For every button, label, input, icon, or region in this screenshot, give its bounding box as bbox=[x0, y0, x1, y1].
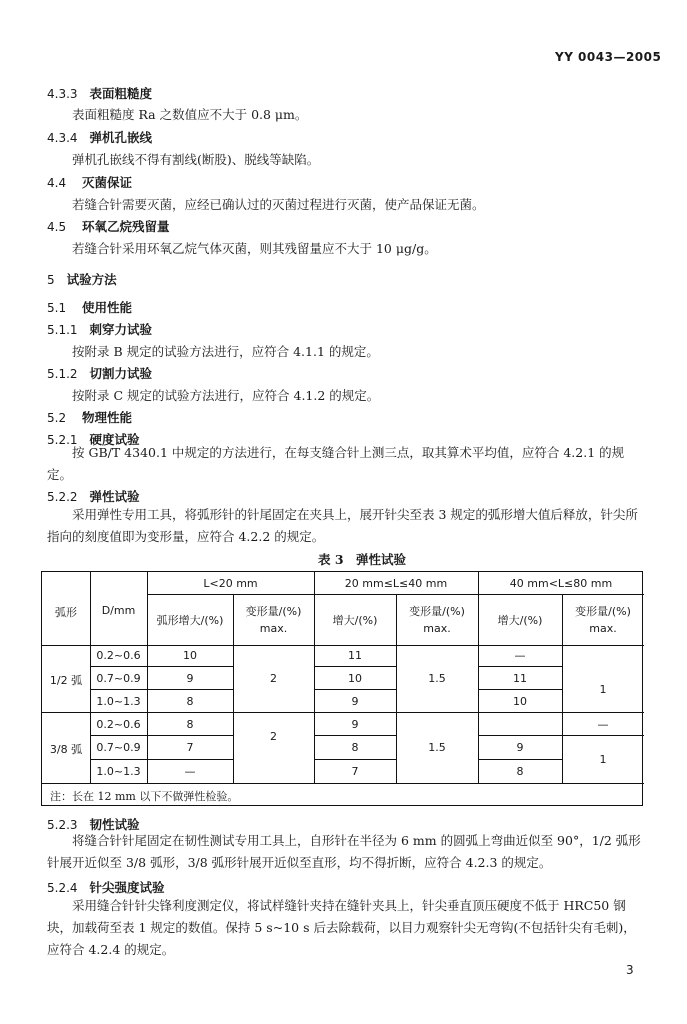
section-5-1-2-body: 按附录 C 规定的试验方法进行，应符合 4.1.2 的规定。 bbox=[72, 388, 380, 403]
row-2-d: 0.7~0.9 bbox=[96, 672, 141, 685]
section-5-2-2-heading bbox=[47, 487, 139, 505]
section-number: 4.5 bbox=[47, 220, 67, 234]
section-number: 5.2.3 bbox=[47, 818, 78, 832]
header-max-1: max. bbox=[259, 622, 288, 635]
row-2-inc2: 10 bbox=[348, 672, 362, 685]
section-title: 试验方法 bbox=[66, 272, 117, 287]
row-4-inc2: 9 bbox=[351, 718, 359, 731]
header-max-3: max. bbox=[589, 622, 617, 635]
section-title: 弹机孔嵌线 bbox=[89, 130, 152, 145]
row-1-inc2: 11 bbox=[348, 649, 362, 662]
section-title: 韧性试验 bbox=[89, 817, 140, 832]
section-4-3-4-heading bbox=[47, 128, 152, 146]
page-number: 3 bbox=[626, 963, 634, 977]
table-caption: 表 3 弹性试验 bbox=[318, 552, 407, 567]
row-6-inc2: 7 bbox=[351, 765, 359, 778]
table-note: 注：长在 12 mm 以下不做弹性检验。 bbox=[50, 790, 239, 803]
section-5-2-4-heading bbox=[47, 878, 164, 896]
half-deform-3: 1 bbox=[599, 683, 607, 696]
header-deform-3: 变形量/(%) bbox=[575, 605, 631, 618]
section-title: 使用性能 bbox=[82, 300, 133, 315]
arc-three-eighth: 3/8 弧 bbox=[49, 743, 83, 756]
section-5-2-1-body: 按 GB/T 4340.1 中规定的方法进行，在每支缝合针上测三点，取其算术平均值，应符合 4.2.1 的规定。 bbox=[47, 445, 625, 482]
section-title: 刺穿力试验 bbox=[89, 322, 152, 337]
section-4-3-3-heading bbox=[47, 84, 152, 102]
row-3-d: 1.0~1.3 bbox=[96, 695, 141, 708]
header-increase-1: 弧形增大/(%) bbox=[156, 614, 224, 627]
half-deform-2: 1.5 bbox=[428, 672, 446, 685]
section-title: 灭菌保证 bbox=[82, 175, 133, 190]
section-title: 硬度试验 bbox=[89, 432, 140, 447]
section-4-4-heading bbox=[47, 173, 132, 191]
section-5-2-heading bbox=[47, 408, 132, 426]
section-number: 5.1.1 bbox=[47, 323, 78, 337]
row-5-d: 0.7~0.9 bbox=[96, 741, 141, 754]
header-group-2: 20 mm≤L≤40 mm bbox=[344, 577, 448, 590]
section-title: 环氧乙烷残留量 bbox=[82, 219, 170, 234]
section-5-1-2-heading bbox=[47, 364, 152, 382]
row-2-inc1: 9 bbox=[186, 672, 194, 685]
row-3-inc3: 10 bbox=[513, 695, 527, 708]
section-title: 物理性能 bbox=[82, 410, 133, 425]
row-6-inc1: — bbox=[184, 765, 196, 778]
section-5-1-1-body: 按附录 B 规定的试验方法进行，应符合 4.1.1 的规定。 bbox=[72, 344, 379, 359]
section-number: 5.2.4 bbox=[47, 881, 78, 895]
section-4-3-4-body: 弹机孔嵌线不得有割线(断股)、脱线等缺陷。 bbox=[72, 152, 320, 167]
section-title: 表面粗糙度 bbox=[89, 86, 152, 101]
section-4-5-heading bbox=[47, 217, 170, 235]
section-title: 弹性试验 bbox=[89, 489, 140, 504]
row-4-d: 0.2~0.6 bbox=[96, 718, 141, 731]
row-3-inc1: 8 bbox=[186, 695, 194, 708]
header-arc: 弧形 bbox=[55, 606, 77, 619]
section-title: 针尖强度试验 bbox=[89, 880, 165, 895]
row-5-inc3: 9 bbox=[516, 741, 524, 754]
header-group-3: 40 mm<L≤80 mm bbox=[509, 577, 613, 590]
row-1-inc1: 10 bbox=[183, 649, 197, 662]
section-5-heading bbox=[47, 270, 117, 288]
half-deform-1: 2 bbox=[270, 672, 277, 685]
section-number: 5.1 bbox=[47, 301, 67, 315]
header-diameter: D/mm bbox=[101, 604, 136, 617]
section-4-5-body: 若缝合针采用环氧乙烷气体灭菌，则其残留量应不大于 10 μg/g。 bbox=[72, 241, 437, 256]
section-number: 4.3.4 bbox=[47, 131, 78, 145]
arc-half: 1/2 弧 bbox=[49, 674, 83, 687]
row-1-inc3: — bbox=[514, 649, 526, 662]
section-4-3-3-body: 表面粗糙度 Ra 之数值应不大于 0.8 μm。 bbox=[72, 107, 308, 122]
section-number: 5.2.2 bbox=[47, 490, 78, 504]
section-5-1-heading bbox=[47, 298, 132, 316]
section-number: 5.1.2 bbox=[47, 367, 78, 381]
section-title: 切割力试验 bbox=[89, 366, 152, 381]
row-1-d: 0.2~0.6 bbox=[96, 649, 141, 662]
row-6-d: 1.0~1.3 bbox=[96, 765, 141, 778]
header-deform-1: 变形量/(%) bbox=[245, 605, 302, 618]
section-number: 5.2.1 bbox=[47, 433, 78, 447]
section-number: 5.2 bbox=[47, 411, 67, 425]
row-4-inc1: 8 bbox=[186, 718, 194, 731]
section-number: 5 bbox=[47, 273, 55, 287]
section-5-2-4-body: 采用缝合针针尖锋利度测定仪，将试样缝针夹持在缝针夹具上，针尖垂直顶压硬度不低于 HRC50 钢块，加载荷至表 1 规定的数值。保持 5 s~10 s 后去除载荷，以目力观察针尖无弯钩(不包括针尖有毛刺)，应符合 4.2.4 的规定。 bbox=[47, 898, 636, 957]
row-3-inc2: 9 bbox=[351, 695, 359, 708]
row-5-inc1: 7 bbox=[186, 741, 194, 754]
header-increase-3: 增大/(%) bbox=[497, 614, 543, 627]
section-number: 4.4 bbox=[47, 176, 67, 190]
header-max-2: max. bbox=[423, 622, 451, 635]
section-5-1-1-heading bbox=[47, 320, 152, 338]
section-number: 4.3.3 bbox=[47, 87, 78, 101]
section-4-4-body: 若缝合针需要灭菌，应经已确认过的灭菌过程进行灭菌，使产品保证无菌。 bbox=[72, 197, 485, 212]
three-eighth-deform-3: 1 bbox=[599, 753, 607, 766]
header-deform-2: 变形量/(%) bbox=[409, 605, 465, 618]
three-eighth-deform-2: 1.5 bbox=[428, 741, 446, 754]
header-increase-2: 增大/(%) bbox=[332, 614, 378, 627]
section-5-2-3-body: 将缝合针针尾固定在韧性测试专用工具上，自形针在半径为 6 mm 的圆弧上弯曲近似至 90°，1/2 弧形针展开近似至 3/8 弧形，3/8 弧形针展开近似至直形，均不得折断，应符合 4.2.3 的规定。 bbox=[47, 833, 641, 870]
elasticity-table bbox=[41, 571, 643, 806]
row-6-inc3: 8 bbox=[516, 765, 524, 778]
row-4-inc3: — bbox=[597, 718, 609, 731]
row-2-inc3: 11 bbox=[513, 672, 527, 685]
header-group-1: L<20 mm bbox=[203, 577, 258, 590]
row-5-inc2: 8 bbox=[351, 741, 359, 754]
standard-number: YY 0043—2005 bbox=[555, 50, 662, 64]
section-5-2-2-body: 采用弹性专用工具，将弧形针的针尾固定在夹具上，展开针尖至表 3 规定的弧形增大值后释放，针尖所指向的刻度值即为变形量，应符合 4.2.2 的规定。 bbox=[47, 507, 638, 544]
three-eighth-deform-1: 2 bbox=[270, 730, 277, 743]
